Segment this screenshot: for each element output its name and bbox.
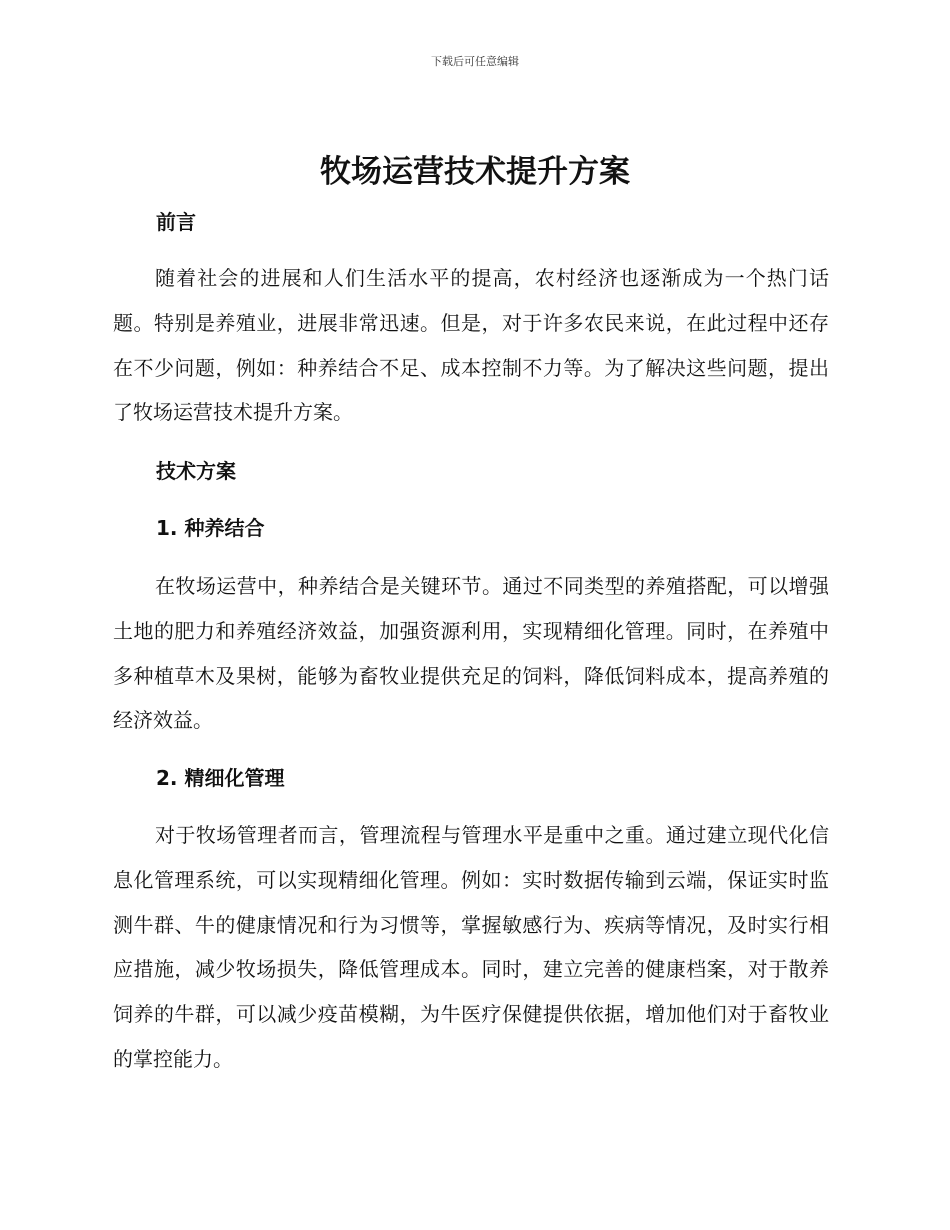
item-2-paragraph: 对于牧场管理者而言，管理流程与管理水平是重中之重。通过建立现代化信息化管理系统，可以实现精细化管理。例如：实时数据传输到云端，保证实时监测牛群、牛的健康情况和行为习惯等，掌握敏感行为、疾病等情况，及时实行相应措施，减少牧场损失，降低管理成本。同时，建立完善的健康档案，对于散养饲养的牛群，可以减少疫苗模糊，为牛医疗保健提供依据，增加他们对于畜牧业的掌控能力。 (113, 823, 829, 1071)
preface-paragraph: 随着社会的进展和人们生活水平的提高，农村经济也逐渐成为一个热门话题。特别是养殖业，进展非常迅速。但是，对于许多农民来说，在此过程中还存在不少问题，例如：种养结合不足、成本控制不力等。为了解决这些问题，提出了牧场运营技术提升方案。 (113, 266, 829, 425)
header-note: 下载后可任意编辑 (431, 55, 519, 68)
preface-heading: 前言 (156, 210, 196, 234)
item-2-heading: 2. 精细化管理 (156, 766, 285, 790)
item-1-paragraph: 在牧场运营中，种养结合是关键环节。通过不同类型的养殖搭配，可以增强土地的肥力和养殖经济效益，加强资源利用，实现精细化管理。同时，在养殖中多种植草木及果树，能够为畜牧业提供充足的饲料，降低饲料成本，提高养殖的经济效益。 (113, 574, 829, 733)
tech-plan-heading: 技术方案 (156, 459, 236, 483)
document-title: 牧场运营技术提升方案 (320, 154, 630, 190)
item-1-heading: 1. 种养结合 (156, 516, 265, 540)
